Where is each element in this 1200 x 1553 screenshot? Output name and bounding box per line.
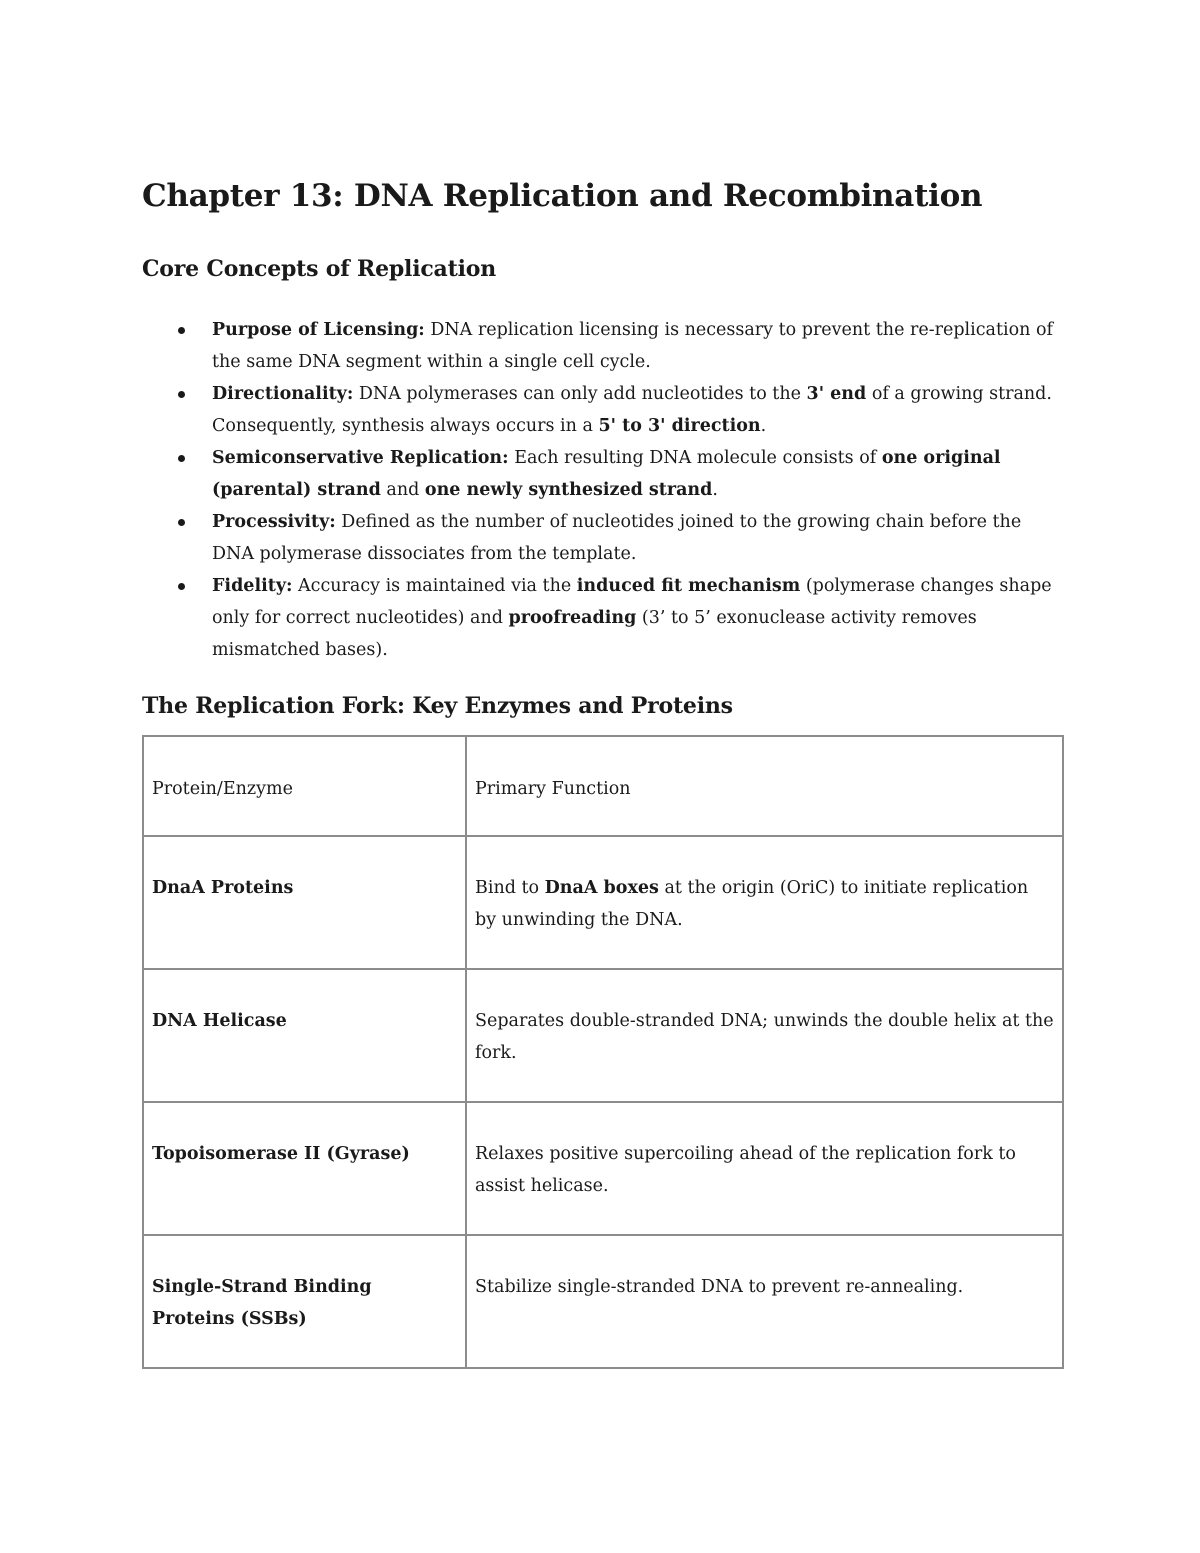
bullet-icon bbox=[178, 391, 185, 398]
page-title: Chapter 13: DNA Replication and Recombination bbox=[142, 178, 983, 214]
concept-emphasis: 5' to 3' direction bbox=[598, 416, 761, 436]
concept-term: Fidelity: bbox=[212, 576, 293, 596]
concept-term: Semiconservative Replication: bbox=[212, 448, 509, 468]
table-header-cell-function: Primary Function bbox=[466, 736, 1063, 836]
function-text: at the origin (OriC) to initiate replication by unwinding the DNA. bbox=[475, 878, 1029, 930]
concept-text: DNA replication licensing is necessary to prevent the re-replication of the same DNA segment within a single cell cycle. bbox=[212, 320, 1053, 372]
concept-emphasis: proofreading bbox=[508, 608, 637, 628]
bullet-icon bbox=[178, 455, 185, 462]
core-concepts-list bbox=[142, 314, 1062, 666]
function-text: Stabilize single-stranded DNA to prevent re-annealing. bbox=[475, 1277, 964, 1297]
function-emphasis: DnaA boxes bbox=[544, 878, 659, 898]
concept-term: Purpose of Licensing: bbox=[212, 320, 425, 340]
protein-name-cell: Single-Strand Binding Proteins (SSBs) bbox=[143, 1235, 466, 1368]
concept-text: (polymerase changes shape only for correct nucleotides) and bbox=[212, 576, 1052, 628]
bullet-icon bbox=[178, 327, 185, 334]
concept-text: DNA polymerases can only add nucleotides to the bbox=[353, 384, 807, 404]
concept-text: (3’ to 5’ exonuclease activity removes mismatched bases). bbox=[212, 608, 977, 660]
concept-list-item bbox=[142, 570, 1062, 666]
concept-list-item bbox=[142, 314, 1062, 378]
concept-emphasis: one original (parental) strand bbox=[212, 448, 1001, 500]
concept-text: Accuracy is maintained via the bbox=[292, 576, 577, 596]
bullet-icon bbox=[178, 519, 185, 526]
concept-text: of a growing strand. Consequently, synthesis always occurs in a bbox=[212, 384, 1052, 436]
function-text: Bind to bbox=[475, 878, 545, 898]
table-row bbox=[143, 1235, 1063, 1368]
concept-text: Each resulting DNA molecule consists of bbox=[508, 448, 882, 468]
replication-fork-table bbox=[142, 735, 1064, 1369]
bullet-icon bbox=[178, 583, 185, 590]
replication-fork-heading: The Replication Fork: Key Enzymes and Proteins bbox=[142, 693, 733, 719]
concept-list-item bbox=[142, 506, 1062, 570]
primary-function-cell bbox=[466, 969, 1063, 1102]
primary-function-cell bbox=[466, 836, 1063, 969]
table-header-row bbox=[143, 736, 1063, 836]
table-row bbox=[143, 969, 1063, 1102]
concept-term: Processivity: bbox=[212, 512, 336, 532]
concept-emphasis: one newly synthesized strand bbox=[424, 480, 713, 500]
protein-name-cell: DNA Helicase bbox=[143, 969, 466, 1102]
concept-emphasis: 3' end bbox=[806, 384, 867, 404]
concept-text: Defined as the number of nucleotides joined to the growing chain before the DNA polymerase dissociates from the template. bbox=[212, 512, 1022, 564]
table-row bbox=[143, 1102, 1063, 1235]
protein-name-cell: DnaA Proteins bbox=[143, 836, 466, 969]
function-text: Relaxes positive supercoiling ahead of the replication fork to assist helicase. bbox=[475, 1144, 1016, 1196]
primary-function-cell bbox=[466, 1235, 1063, 1368]
concept-list-item bbox=[142, 378, 1062, 442]
function-text: Separates double-stranded DNA; unwinds the double helix at the fork. bbox=[475, 1011, 1054, 1063]
concept-text: and bbox=[380, 480, 425, 500]
concept-term: Directionality: bbox=[212, 384, 354, 404]
concept-text: . bbox=[712, 480, 718, 500]
concept-emphasis: induced fit mechanism bbox=[576, 576, 801, 596]
primary-function-cell bbox=[466, 1102, 1063, 1235]
table-header-cell-protein: Protein/Enzyme bbox=[143, 736, 466, 836]
concept-list-item bbox=[142, 442, 1062, 506]
protein-name-cell: Topoisomerase II (Gyrase) bbox=[143, 1102, 466, 1235]
core-concepts-heading: Core Concepts of Replication bbox=[142, 256, 497, 282]
concept-text: . bbox=[760, 416, 767, 436]
table-row bbox=[143, 836, 1063, 969]
